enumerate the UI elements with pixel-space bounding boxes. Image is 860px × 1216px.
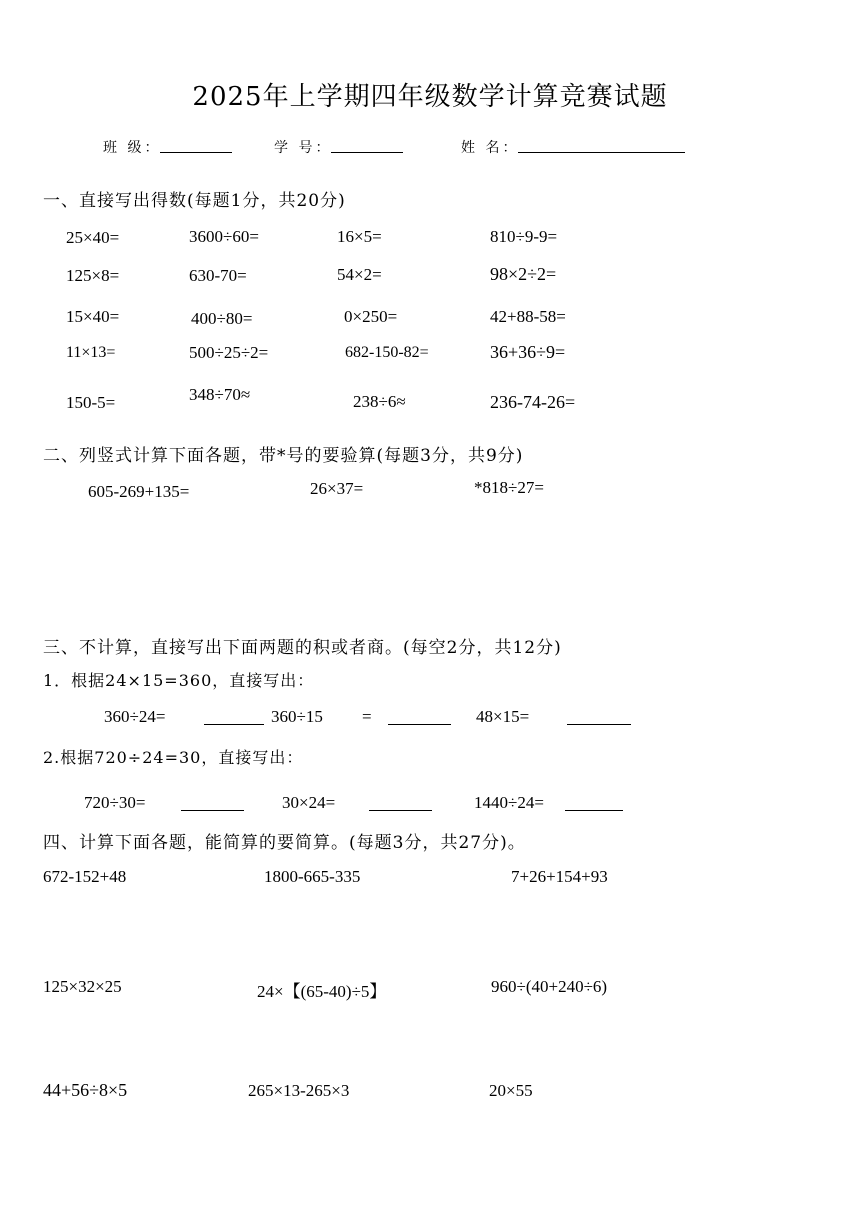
s3-answer-blank[interactable] — [369, 810, 432, 811]
s1-problem: 682-150-82= — [345, 344, 429, 361]
s2-problem: 605-269+135= — [88, 482, 190, 501]
s1-problem: 810÷9-9= — [490, 227, 558, 246]
student-id-field[interactable] — [331, 138, 403, 153]
s1-problem: 36+36÷9= — [490, 342, 566, 362]
page-title: 2025年上学期四年级数学计算竞赛试题 — [192, 82, 668, 112]
s1-problem: 400÷80= — [191, 309, 253, 328]
s3-answer-blank[interactable] — [388, 724, 451, 725]
section-3-heading: 三、不计算，直接写出下面两题的积或者商。(每空2分，共12分) — [43, 638, 562, 658]
s4-problem: 125×32×25 — [43, 977, 122, 996]
s3-q2-item: 30×24= — [282, 793, 336, 812]
class-field[interactable] — [160, 138, 232, 153]
section-2-heading: 二、列竖式计算下面各题，带*号的要验算(每题3分，共9分) — [43, 446, 524, 466]
s3-q2-label: 2.根据720÷24=30，直接写出： — [43, 748, 304, 767]
s4-problem: 24×【(65-40)÷5】 — [257, 982, 387, 1001]
s1-problem: 630-70= — [189, 266, 247, 285]
s1-problem: 348÷70≈ — [189, 385, 251, 404]
s4-problem: 265×13-265×3 — [248, 1081, 350, 1100]
s1-problem: 150-5= — [66, 393, 116, 412]
s3-answer-blank[interactable] — [204, 724, 264, 725]
s3-answer-blank[interactable] — [565, 810, 623, 811]
student-id-label: 学 号： — [274, 140, 333, 156]
s2-problem: 26×37= — [310, 479, 364, 498]
s1-problem: 0×250= — [344, 307, 398, 326]
s3-answer-blank[interactable] — [181, 810, 244, 811]
s3-q1-item: 360÷15 — [271, 707, 323, 726]
s1-problem: 25×40= — [66, 228, 120, 247]
s3-q1-item: 360÷24= — [104, 707, 166, 726]
s1-problem: 125×8= — [66, 266, 120, 285]
s4-problem: 1800-665-335 — [264, 867, 361, 886]
name-field[interactable] — [518, 138, 685, 153]
s3-q2-item: 720÷30= — [84, 793, 146, 812]
s4-problem: 960÷(40+240÷6) — [491, 977, 608, 996]
s3-answer-blank[interactable] — [567, 724, 631, 725]
name-label: 姓 名： — [461, 140, 520, 156]
s4-problem: 20×55 — [489, 1081, 533, 1100]
s1-problem: 98×2÷2= — [490, 264, 557, 284]
s1-problem: 11×13= — [66, 344, 116, 361]
section-1-heading: 一、直接写出得数(每题1分，共20分) — [43, 191, 346, 211]
s1-problem: 500÷25÷2= — [189, 343, 269, 362]
s1-problem: 54×2= — [337, 265, 382, 284]
s3-q1-label: 1．根据24×15=360，直接写出： — [43, 671, 315, 690]
s1-problem: 238÷6≈ — [353, 392, 406, 411]
s1-problem: 42+88-58= — [490, 307, 566, 326]
s3-q1-item: = — [362, 707, 372, 726]
s4-problem: 672-152+48 — [43, 867, 127, 886]
s1-problem: 3600÷60= — [189, 227, 259, 246]
s1-problem: 236-74-26= — [490, 392, 576, 412]
s4-problem: 44+56÷8×5 — [43, 1080, 128, 1100]
s3-q2-item: 1440÷24= — [474, 793, 544, 812]
s3-q1-item: 48×15= — [476, 707, 530, 726]
s4-problem: 7+26+154+93 — [511, 867, 608, 886]
s1-problem: 16×5= — [337, 227, 382, 246]
class-label: 班 级： — [103, 140, 162, 156]
s1-problem: 15×40= — [66, 307, 120, 326]
section-4-heading: 四、计算下面各题，能简算的要简算。(每题3分，共27分)。 — [43, 833, 526, 853]
s2-problem: *818÷27= — [474, 478, 544, 497]
